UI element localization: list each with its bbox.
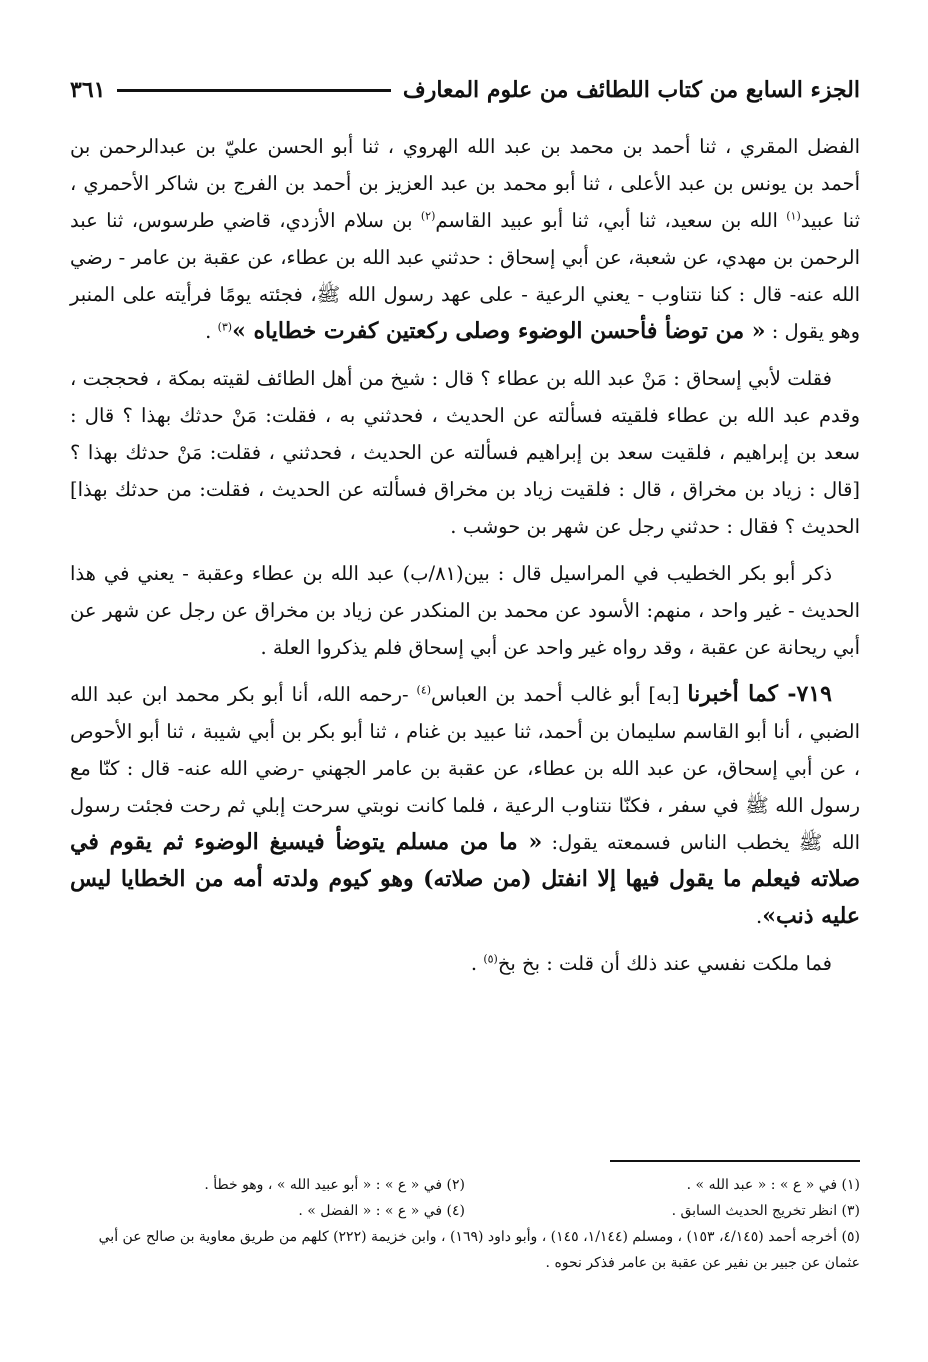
paragraph-1: [70, 128, 860, 350]
footnote-row-1: [70, 1172, 860, 1198]
document-page: [70, 70, 860, 1310]
footnote-separator: [610, 1160, 860, 1162]
paragraph-5: [70, 945, 860, 982]
footnote-3: (٣) انظر تخريج الحديث السابق .: [671, 1203, 860, 1219]
paragraph-5-text: فما ملكت نفسي عند ذلك أن قلت : بخ بخ: [497, 952, 832, 975]
hadith-number-719: ٧١٩- كما أخبرنا: [687, 681, 832, 707]
footnotes: [70, 1172, 860, 1276]
main-text: [70, 128, 860, 982]
footnote-ref-5: (٥): [483, 952, 498, 966]
hadith-quote-2: « ما من مسلم يتوضأ فيسبغ الوضوء ثم يقوم في صلاته فيعلم ما يقول فيها إلا انفتل (من صلاته) وهو كيوم ولدته أمه من الخطايا ليس عليه ذنب»: [70, 829, 860, 929]
paragraph-5-end: .: [470, 952, 484, 975]
paragraph-1-end: .: [205, 320, 218, 343]
footnote-row-2: [70, 1198, 860, 1224]
paragraph-4-part-a: [به] أبو غالب أحمد بن العباس: [431, 683, 688, 706]
footnote-ref-2: (٢): [420, 209, 436, 223]
footnote-2: (٢) في « ع » : « أبو عبيد الله » ، وهو خطأ .: [204, 1177, 465, 1193]
page-number: ٣٦١: [70, 77, 106, 103]
hadith-quote-1: « من توضأ فأحسن الوضوء وصلى ركعتين كفرت خطاياه »: [232, 318, 766, 344]
footnote-ref-1: (١): [786, 209, 801, 223]
footnote-4: (٤) في « ع » : « الفضل » .: [298, 1203, 465, 1219]
footnote-ref-4: (٤): [416, 683, 432, 697]
running-title: الجزء السابع من كتاب اللطائف من علوم المعارف: [402, 77, 860, 103]
running-header: [70, 70, 860, 110]
footnote-1: (١) في « ع » : « عبد الله » .: [686, 1177, 860, 1193]
paragraph-3: ذكر أبو بكر الخطيب في المراسيل قال : بين(٨١/ب) عبد الله بن عطاء وعقبة - يعني في هذا الحديث - غير واحد ، منهم: الأسود عن محمد بن المنكدر عن زياد بن مخراق عن رجل عن شهر عن أبي ريحانة عن عقبة ، وقد رواه غير واحد عن أبي إسحاق فلم يذكروا العلة .: [70, 562, 860, 659]
paragraph-4: [70, 676, 860, 935]
paragraph-1-part-a: الفضل المقري ، ثنا أحمد بن محمد بن عبد الله الهروي ، ثنا أبو الحسن عليّ بن عبدالرحمن بن أحمد بن يونس بن عبد الأعلى ، ثنا أبو محمد بن عبد العزيز بن أحمد بن الفرج بن شاكر الأحمري ، ثنا عبيد: [70, 135, 860, 232]
header-rule: [117, 89, 390, 92]
footnote-ref-3: (٣): [217, 320, 233, 334]
paragraph-4-end: .: [756, 905, 763, 928]
footnote-5: (٥) أخرجه أحمد (٤/١٤٥، ١٥٣) ، ومسلم (١/١٤٤، ١٤٥) ، وأبو داود (١٦٩) ، وابن خزيمة (٢٢٢) كلهم من طريق معاوية بن صالح عن أبي عثمان عن جبير بن نفير عن عقبة بن عامر فذكر نحوه .: [98, 1229, 860, 1271]
paragraph-1-part-c: بن سلام الأزدي، قاضي طرسوس، ثنا عبد الرحمن بن مهدي، عن شعبة، عن أبي إسحاق : حدثني عبد الله بن عطاء، عن عقبة بن عامر - رضي الله عنه- قال : كنا نتناوب - يعني الرعية - على عهد رسول الله ﷺ، فجئته يومًا فرأيته على المنبر وهو يقول :: [70, 209, 860, 343]
paragraph-1-part-b: الله بن سعيد، ثنا أبي، ثنا أبو عبيد القاسم: [435, 209, 787, 232]
paragraph-4-part-b: -رحمه الله، أنا أبو بكر محمد ابن عبد الله الضبي ، أنا أبو القاسم سليمان بن أحمد، ثنا عبيد بن غنام ، ثنا أبو بكر بن أبي شيبة ، ثنا أبو الأحوص ، عن أبي إسحاق، عن عبد الله بن عطاء، عن عقبة بن عامر الجهني -رضي الله عنه- قال : كنّا مع رسول الله ﷺ في سفر ، فكنّا نتناوب الرعية ، فلما كانت نوبتي سرحت إبلي ثم رحت فجئت رسول الله ﷺ يخطب الناس فسمعته يقول:: [70, 683, 860, 854]
paragraph-2: فقلت لأبي إسحاق : مَنْ عبد الله بن عطاء ؟ قال : شيخ من أهل الطائف لقيته بمكة ، فحججت ، وقدم عبد الله بن عطاء فلقيته فسألته عن الحديث ، فحدثني به ، فقلت: مَنْ حدثك بهذا ؟ قال : سعد بن إبراهيم ، فلقيت سعد بن إبراهيم فسألته عن الحديث ، فحدثني ، فقلت: مَنْ حدثك بهذا ؟ [قال : زياد بن مخراق ، قال : فلقيت زياد بن مخراق فسألته عن الحديث ، فقلت: من حدثك بهذا] الحديث ؟ فقال : حدثني رجل عن شهر بن حوشب .: [70, 367, 860, 538]
